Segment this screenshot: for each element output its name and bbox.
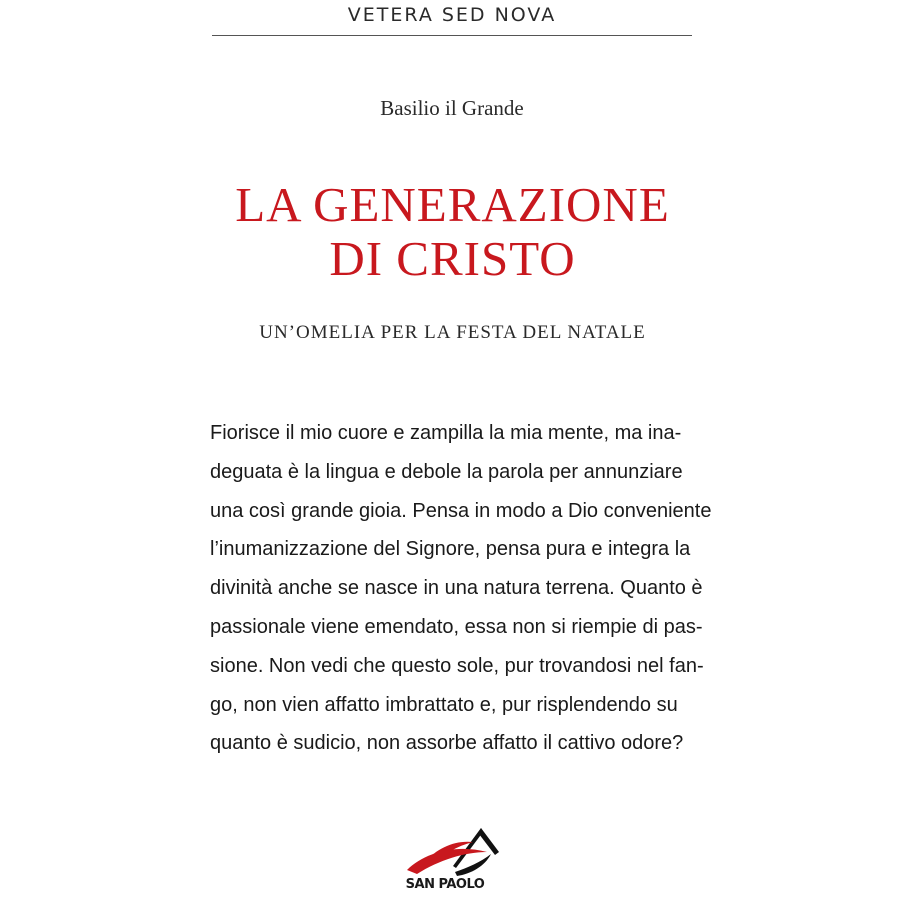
excerpt-line: sione. Non vedi che questo sole, pur trovandosi nel fan-	[210, 654, 704, 677]
excerpt-line: go, non vien affatto imbrattato e, pur risplendendo su	[210, 693, 678, 716]
excerpt-line: una così grande gioia. Pensa in modo a Dio conveniente	[210, 499, 712, 522]
series-name: VETERA SED NOVA	[347, 4, 557, 26]
book-title	[160, 178, 745, 286]
excerpt-line: deguata è la lingua e debole la parola per annunziare	[210, 460, 683, 483]
excerpt-line: quanto è sudicio, non assorbe affatto il cattivo odore?	[210, 732, 684, 755]
excerpt-line: divinità anche se nasce in una natura terrena. Quanto è	[210, 577, 703, 600]
publisher-block	[395, 822, 505, 897]
book-title-line-2: DI CRISTO	[329, 231, 576, 286]
san-paolo-logo-icon	[395, 822, 505, 880]
publisher-name: SAN PAOLO	[405, 877, 485, 892]
excerpt-line: passionale viene emendato, essa non si riempie di pas-	[210, 615, 703, 638]
book-title-line-1: LA GENERAZIONE	[235, 177, 670, 232]
excerpt-line: l’inumanizzazione del Signore, pensa pura e integra la	[210, 538, 691, 561]
book-subtitle: UN’OMELIA PER LA FESTA DEL NATALE	[259, 322, 646, 343]
author-name: Basilio il Grande	[380, 96, 524, 120]
excerpt-line: Fiorisce il mio cuore e zampilla la mia mente, ma ina-	[210, 422, 682, 444]
series-divider	[212, 35, 692, 36]
cover-excerpt	[210, 414, 712, 763]
